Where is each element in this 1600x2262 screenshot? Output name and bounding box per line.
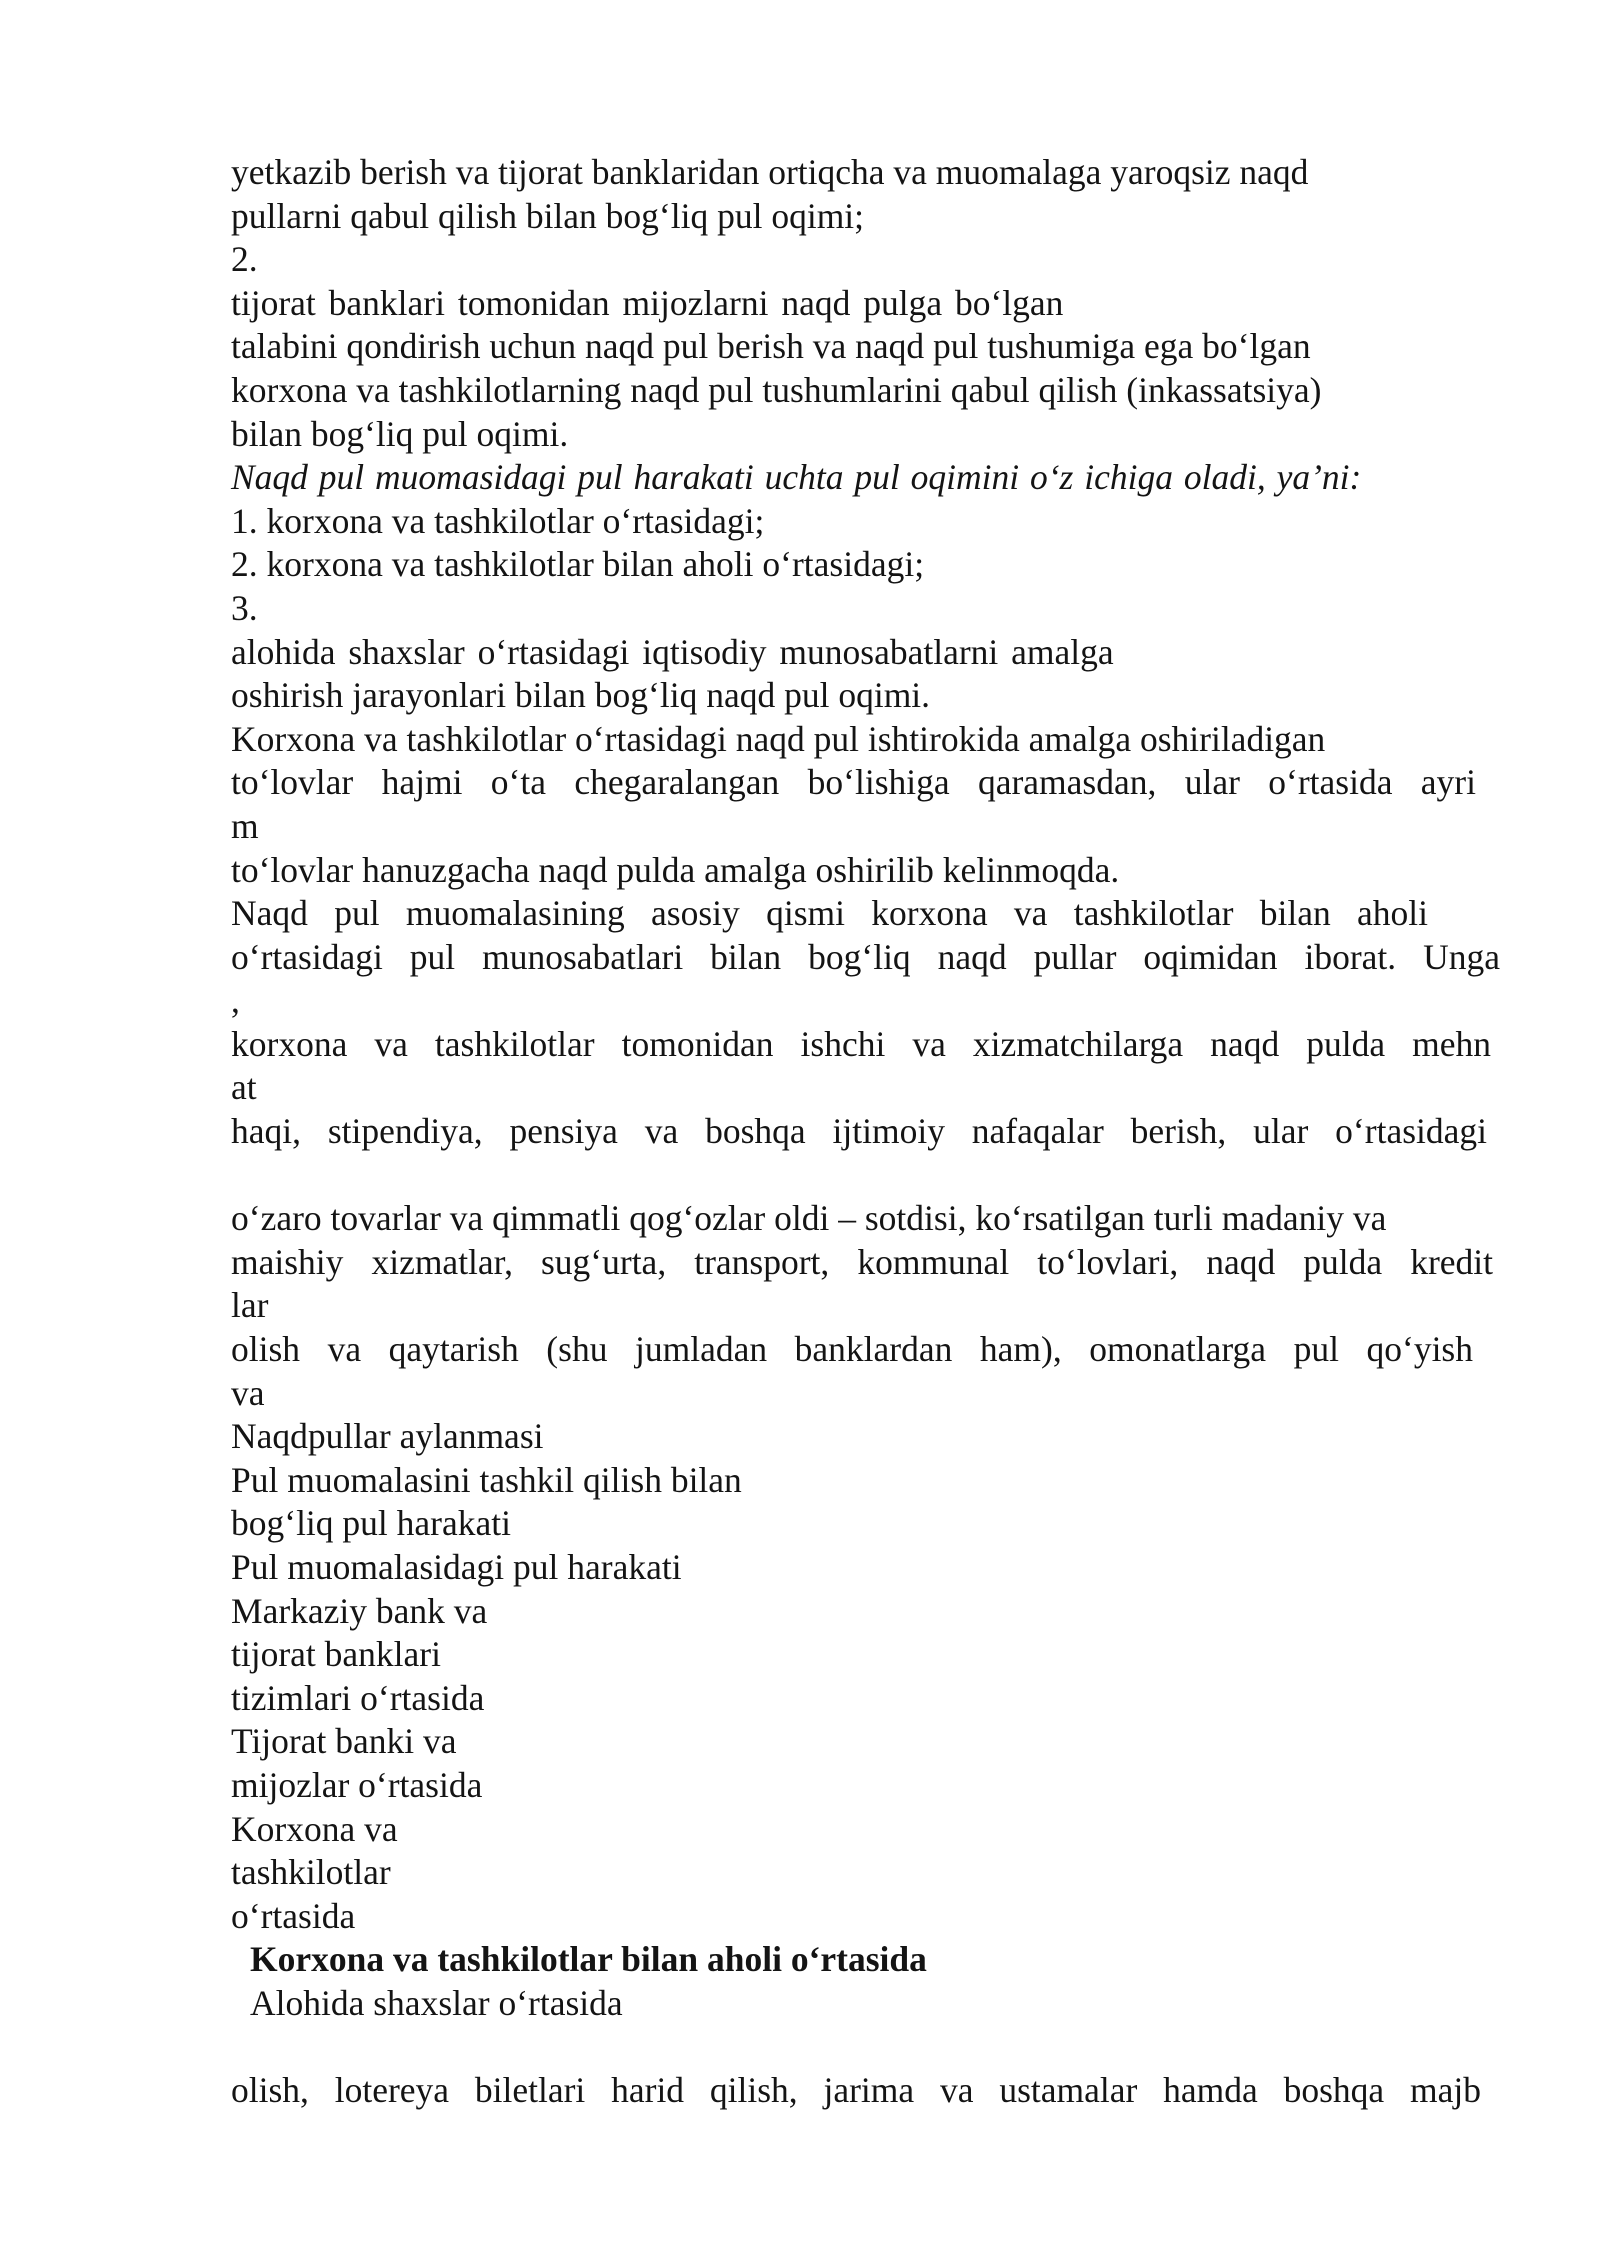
text-line: tijorat banklari tomonidan mijozlarni naqd pulga bo‘lgan [231, 282, 1064, 323]
blank-line [231, 2026, 1501, 2070]
text-line: va [231, 1372, 265, 1413]
text-line: o‘zaro tovarlar va qimmatli qog‘ozlar oldi – sotdisi, ko‘rsatilgan turli madaniy va [231, 1198, 1387, 1239]
text-line: o‘rtasidagi pul munosabatlari bilan bog‘liq naqd pullar oqimidan iborat. Unga [231, 936, 1500, 977]
text-line: yetkazib berish va tijorat banklaridan ortiqcha va muomalaga yaroqsiz naqd [231, 152, 1309, 192]
text-line: korxona va tashkilotlar tomonidan ishchi va xizmatchilarga naqd pulda mehn [231, 1023, 1491, 1064]
text-line: tashkilotlar [231, 1852, 391, 1893]
text-line: Markaziy bank va [231, 1590, 488, 1631]
text-line: haqi, stipendiya, pensiya va boshqa ijtimoiy nafaqalar berish, ular o‘rtasidagi [231, 1111, 1487, 1152]
text-line: Alohida shaxslar o‘rtasida [250, 1982, 623, 2023]
text-line: lar [231, 1285, 269, 1326]
text-line: to‘lovlar hanuzgacha naqd pulda amalga oshirilib kelinmoqda. [231, 849, 1120, 890]
list-item: 2. korxona va tashkilotlar bilan aholi o‘rtasidagi; [231, 544, 925, 585]
text-line: bog‘liq pul harakati [231, 1503, 511, 1544]
text-line: oshirish jarayonlari bilan bog‘liq naqd pul oqimi. [231, 675, 931, 716]
bold-label-line: Korxona va tashkilotlar bilan aholi o‘rtasida [250, 1939, 927, 1980]
italic-heading-line: Naqd pul muomasidagi pul harakati uchta pul oqimini o‘z ichiga oladi, ya’ni: [231, 457, 1362, 498]
text-line: , [231, 980, 240, 1021]
text-line: alohida shaxslar o‘rtasidagi iqtisodiy munosabatlarni amalga [231, 631, 1114, 672]
text-line: Pul muomalasidagi pul harakati [231, 1547, 682, 1587]
text-line: m [231, 805, 259, 846]
list-number: 2. [231, 239, 258, 280]
text-line: talabini qondirish uchun naqd pul berish va naqd pul tushumiga ega bo‘lgan [231, 326, 1311, 367]
text-line: Tijorat banki va [231, 1721, 457, 1762]
text-line: bilan bog‘liq pul oqimi. [231, 413, 569, 454]
list-item: 1. korxona va tashkilotlar o‘rtasidagi; [231, 500, 765, 541]
text-line: tijorat banklari [231, 1634, 441, 1675]
text-line: Naqdpullar aylanmasi [231, 1416, 544, 1457]
text-line: Naqd pul muomalasining asosiy qismi korxona va tashkilotlar bilan aholi [231, 893, 1428, 934]
blank-line [231, 1154, 1501, 1198]
text-line: at [231, 1067, 257, 1108]
text-line: to‘lovlar hajmi o‘ta chegaralangan bo‘lishiga qaramasdan, ular o‘rtasida ayri [231, 762, 1476, 803]
text-line: olish, lotereya biletlari harid qilish, jarima va ustamalar hamda boshqa majb [231, 2070, 1481, 2111]
text-line: mijozlar o‘rtasida [231, 1764, 483, 1805]
document-body [231, 151, 1501, 2113]
text-line: korxona va tashkilotlarning naqd pul tushumlarini qabul qilish (inkassatsiya) [231, 369, 1322, 410]
text-line: tizimlari o‘rtasida [231, 1677, 485, 1718]
text-line: maishiy xizmatlar, sug‘urta, transport, kommunal to‘lovlari, naqd pulda kredit [231, 1241, 1493, 1282]
text-line: Korxona va tashkilotlar o‘rtasidagi naqd pul ishtirokida amalga oshiriladigan [231, 718, 1326, 759]
text-line: o‘rtasida [231, 1895, 356, 1936]
text-line: Pul muomalasini tashkil qilish bilan [231, 1459, 742, 1500]
text-line: pullarni qabul qilish bilan bog‘liq pul oqimi; [231, 195, 865, 236]
list-number: 3. [231, 587, 258, 628]
text-line: Korxona va [231, 1808, 398, 1849]
text-line: olish va qaytarish (shu jumladan banklardan ham), omonatlarga pul qo‘yish [231, 1329, 1473, 1370]
